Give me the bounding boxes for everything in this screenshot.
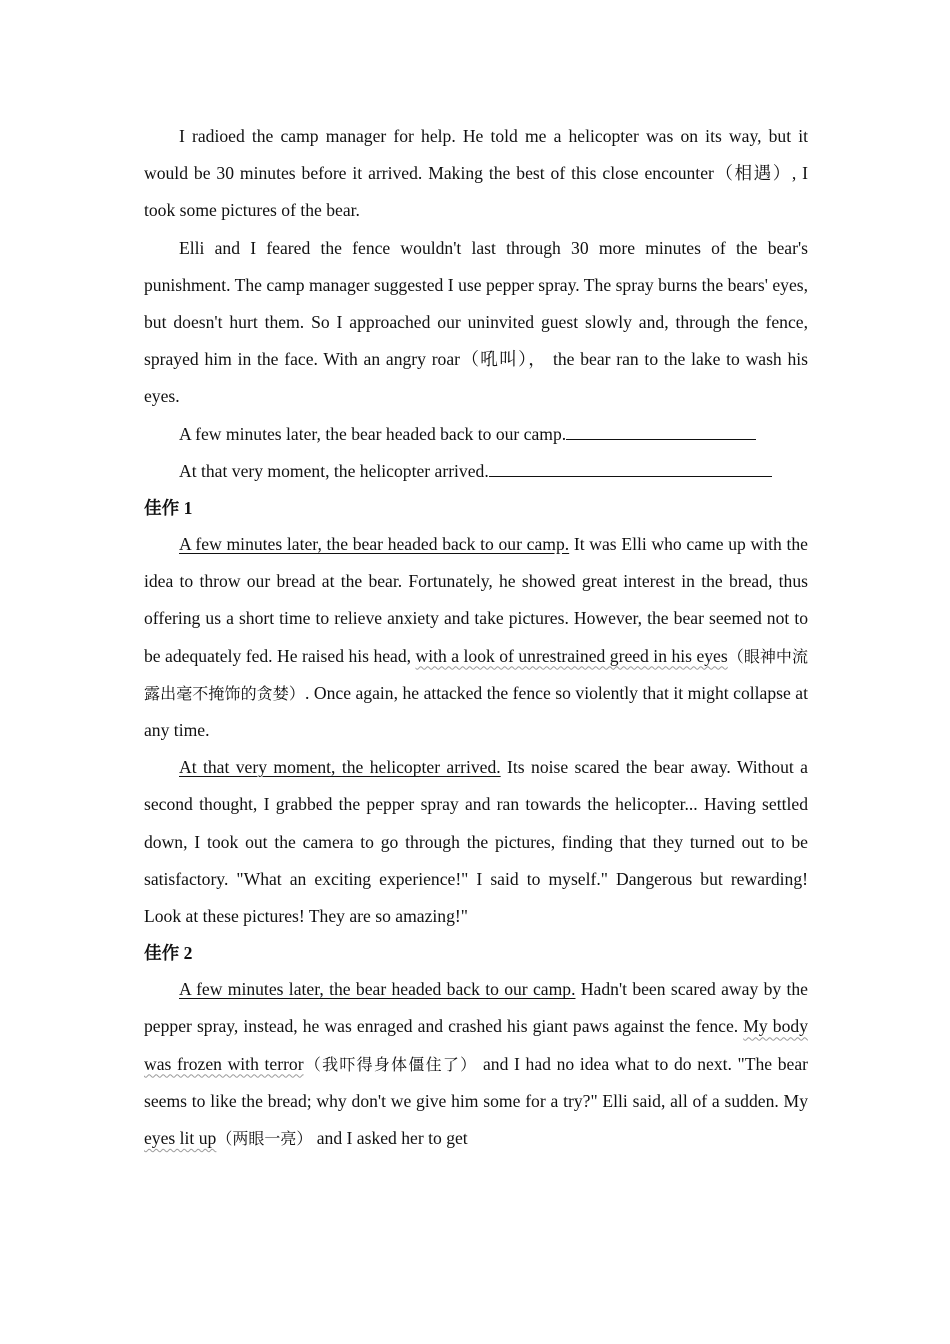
sample-2-highlight-phrase-2: eyes lit up	[144, 1128, 217, 1149]
sample-2-text-1b: and I had no idea what to do next. "The bear seems to like the bread; why don't we give him some for a try?" Elli said, all of a sudden. My	[144, 1053, 808, 1111]
answer-blank-1[interactable]	[566, 417, 756, 440]
sample-2-chinese-gloss-1: （我吓得身体僵住了）	[303, 1054, 478, 1074]
document-page	[144, 118, 808, 1157]
sample-2-text-1c: and I asked her to get	[312, 1128, 468, 1149]
sample-1-heading: 佳作 1	[144, 498, 193, 519]
sample-1-lead-sentence-1: A few minutes later, the bear headed back to our camp.	[179, 534, 570, 555]
sample-1-text-2a: Its noise scared the bear away. Without a second thought, I grabbed the pepper spray and ran towards the helicopter... Having settled down, I took out the camera to go through the pictures, finding that they turned out to be satisfactory. "What an exciting experience!" I said to myself." Dangerous but rewarding! Look at these pictures! They are so amazing!"	[144, 757, 808, 927]
prompt-sentence-1: A few minutes later, the bear headed back to our camp.	[179, 423, 567, 444]
sample-1-lead-sentence-2: At that very moment, the helicopter arrived.	[179, 757, 501, 778]
sample-1-chinese-gloss: （眼神中流露出毫不掩饰的贪婪）	[144, 646, 808, 703]
passage-paragraph-2: Elli and I feared the fence wouldn't last through 30 more minutes of the bear's punishment. The camp manager suggested I use pepper spray. The spray burns the bears' eyes, but doesn't hurt them. So I approached our uninvited guest slowly and, through the fence, sprayed him in the face. With an angry roar（吼叫）， the bear ran to the lake to wash his eyes.	[144, 237, 808, 407]
sample-2-chinese-gloss-2: （两眼一亮）	[216, 1129, 313, 1149]
sample-2-heading: 佳作 2	[144, 943, 193, 964]
sample-2-paragraph-1	[144, 971, 808, 1157]
passage-prompt-2	[144, 453, 808, 490]
sample-2-lead-sentence-1: A few minutes later, the bear headed back to our camp.	[179, 979, 576, 1000]
passage-paragraph-1: I radioed the camp manager for help. He told me a helicopter was on its way, but it would be 30 minutes before it arrived. Making the best of this close encounter（相遇）, I took some pictures of the bear.	[144, 126, 808, 221]
sample-1-highlight-phrase: with a look of unrestrained greed in his eyes	[415, 645, 728, 666]
sample-1-text-1a: It was Elli who came up with the idea to throw our bread at the bear. Fortunately, he showed great interest in the bread, thus offering us a short time to relieve anxiety and take pictures. However, the bear seemed not to be adequately fed. He raised his head,	[144, 534, 808, 666]
sample-2-highlight-phrase-1: My body was frozen with terror	[144, 1016, 808, 1074]
sample-1-paragraph-2	[144, 749, 808, 935]
prompt-sentence-2: At that very moment, the helicopter arrived.	[179, 460, 489, 481]
sample-1-text-1b: . Once again, he attacked the fence so violently that it might collapse at any time.	[144, 682, 808, 741]
passage-prompt-1	[144, 416, 808, 453]
sample-1-paragraph-1	[144, 526, 808, 749]
answer-blank-2[interactable]	[489, 454, 772, 477]
sample-2-text-1a: Hadn't been scared away by the pepper spray, instead, he was enraged and crashed his giant paws against the fence.	[144, 979, 808, 1037]
